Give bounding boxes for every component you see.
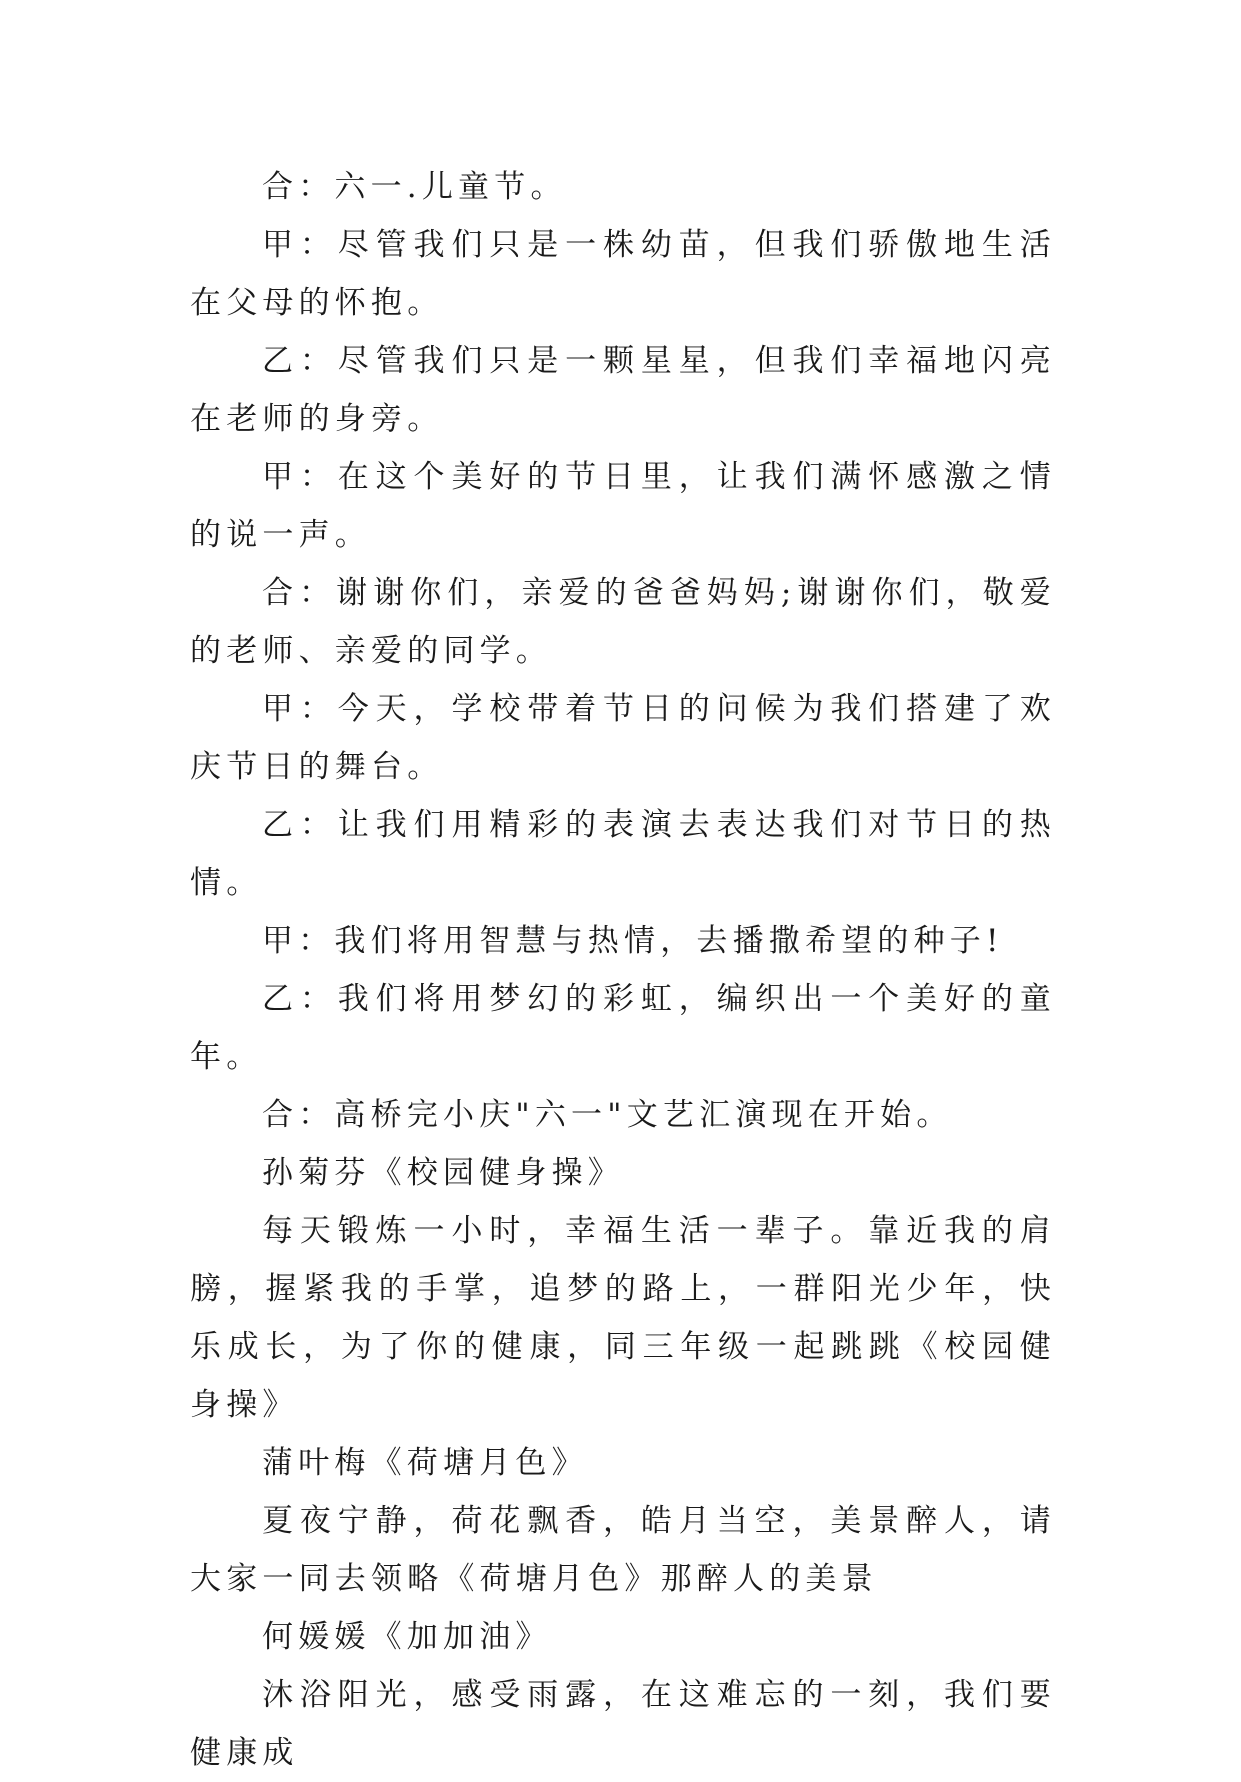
- paragraph-16: 沐浴阳光，感受雨露，在这难忘的一刻，我们要健康成: [190, 1677, 1056, 1771]
- paragraph-13: 蒲叶梅《荷塘月色》: [262, 1445, 588, 1481]
- paragraph-10: 合：高桥完小庆"六一"文艺汇演现在开始。: [262, 1097, 953, 1133]
- paragraph-8: 甲：我们将用智慧与热情，去播撒希望的种子!: [262, 923, 1004, 959]
- paragraph-15: 何媛媛《加加油》: [262, 1619, 552, 1655]
- document-body: [190, 158, 1056, 1782]
- paragraph-5: 合：谢谢你们，亲爱的爸爸妈妈;谢谢你们，敬爱的老师、亲爱的同学。: [190, 575, 1056, 669]
- paragraph-2: 甲：尽管我们只是一株幼苗，但我们骄傲地生活在父母的怀抱。: [190, 227, 1056, 321]
- paragraph-9: 乙：我们将用梦幻的彩虹，编织出一个美好的童年。: [190, 981, 1056, 1075]
- paragraph-1: 合：六一.儿童节。: [262, 169, 567, 205]
- paragraph-11: 孙菊芬《校园健身操》: [262, 1155, 624, 1191]
- paragraph-4: 甲：在这个美好的节日里，让我们满怀感激之情的说一声。: [190, 459, 1056, 553]
- paragraph-12: 每天锻炼一小时，幸福生活一辈子。靠近我的肩膀，握紧我的手掌，追梦的路上，一群阳光少年，快乐成长，为了你的健康，同三年级一起跳跳《校园健身操》: [190, 1213, 1056, 1423]
- paragraph-14: 夏夜宁静，荷花飘香，皓月当空，美景醉人，请大家一同去领略《荷塘月色》那醉人的美景: [190, 1503, 1056, 1597]
- paragraph-7: 乙：让我们用精彩的表演去表达我们对节日的热情。: [190, 807, 1056, 901]
- paragraph-3: 乙：尽管我们只是一颗星星，但我们幸福地闪亮在老师的身旁。: [190, 343, 1056, 437]
- paragraph-6: 甲：今天，学校带着节日的问候为我们搭建了欢庆节日的舞台。: [190, 691, 1056, 785]
